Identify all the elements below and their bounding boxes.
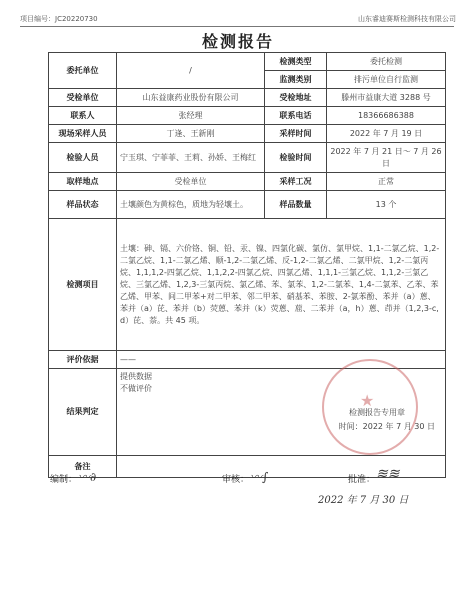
inspector-label: 检验人员: [49, 143, 117, 173]
compiled-by-label: 编制：: [50, 475, 78, 485]
conclusion-label: 结果判定: [49, 369, 117, 456]
inspection-time-label: 检验时间: [265, 143, 327, 173]
evaluation-basis-value: ——: [117, 351, 446, 369]
sample-quantity-value: 13 个: [327, 191, 446, 219]
inspected-address-label: 受检地址: [265, 89, 327, 107]
test-items-value: 土壤：砷、镉、六价铬、铜、铅、汞、镍、四氯化碳、氯仿、氯甲烷、1,1-二氯乙烷、1,2-二氯乙烷、1,1-二氯乙烯、顺-1,2-二氯乙烯、反-1,2-二氯乙烯、二氯甲烷、1,2-二氯丙烷、1,1,1,2-四氯乙烷、1,1,2,2-四氯乙烷、四氯乙烯、1,1,1-三氯乙烷、1,1,2-三氯乙烷、三氯乙烯、1,2,3-三氯丙烷、氯乙烯、苯、氯苯、1,2-二氯苯、1,4-二氯苯、乙苯、苯乙烯、甲苯、间二甲苯+对二甲苯、邻二甲苯、硝基苯、苯胺、2-氯苯酚、苯并（a）蒽、苯并（a）芘、苯并（b）荧蒽、苯并（k）荧蒽、䓛、二苯并（a，h）蒽、茚并（1,2,3-c,d）芘、萘。共 45 项。: [117, 219, 446, 351]
report-title: 检测报告: [201, 32, 274, 51]
inspected-address-value: 滕州市益康大道 3288 号: [327, 89, 446, 107]
conclusion-line-2: 不做评价: [120, 384, 152, 393]
client-value: /: [117, 53, 265, 89]
compiled-signature: 〰∂: [78, 470, 97, 484]
reviewed-by-label: 审核：: [222, 475, 250, 485]
sampler-value: 丁逢、王新刚: [117, 125, 265, 143]
contact-label: 联系人: [49, 107, 117, 125]
inspected-unit-label: 受检单位: [49, 89, 117, 107]
conclusion-line-1: 提供数据: [120, 372, 152, 381]
contact-value: 张经理: [117, 107, 265, 125]
remarks-label: 备注: [49, 456, 117, 478]
sample-state-label: 样品状态: [49, 191, 117, 219]
stamp-label: 检测报告专用章: [349, 408, 405, 417]
company-name: 山东睿迪赛斯检测科技有限公司: [358, 15, 456, 23]
approved-by-label: 批准：: [348, 475, 376, 485]
monitor-category-value: 排污单位自行监测: [327, 71, 446, 89]
seal-star-icon: ★: [360, 391, 375, 410]
inspector-value: 宁玉琪、宁菲菲、王莉、孙娇、王梅红: [117, 143, 265, 173]
inspection-time-value: 2022 年 7 月 21 日～ 7 月 26 日: [327, 143, 446, 173]
sampler-label: 现场采样人员: [49, 125, 117, 143]
test-type-value: 委托检测: [327, 53, 446, 71]
client-label: 委托单位: [49, 53, 117, 89]
stamp-date: 时间：2022 年 7 月 30 日: [338, 422, 435, 431]
operating-condition-value: 正常: [327, 173, 446, 191]
sample-state-value: 土壤颜色为黄棕色，质地为轻壤土。: [117, 191, 265, 219]
page-header: [20, 14, 456, 24]
test-type-label: 检测类型: [265, 53, 327, 71]
evaluation-basis-label: 评价依据: [49, 351, 117, 369]
sampling-time-label: 采样时间: [265, 125, 327, 143]
reviewed-signature: 〰∫: [250, 470, 269, 484]
handwritten-date: 2022 年 7 月 30 日: [318, 495, 409, 506]
operating-condition-label: 采样工况: [265, 173, 327, 191]
sampling-site-label: 取样地点: [49, 173, 117, 191]
header-divider: [20, 26, 454, 27]
test-items-label: 检测项目: [49, 219, 117, 351]
project-number: 项目编号：JC20220730: [20, 15, 98, 23]
phone-label: 联系电话: [265, 107, 327, 125]
sampling-site-value: 受检单位: [117, 173, 265, 191]
inspected-unit-value: 山东益康药业股份有限公司: [117, 89, 265, 107]
conclusion-cell: [117, 369, 446, 456]
report-table: [48, 52, 446, 478]
phone-value: 18366686388: [327, 107, 446, 125]
sample-quantity-label: 样品数量: [265, 191, 327, 219]
sampling-time-value: 2022 年 7 月 19 日: [327, 125, 446, 143]
approved-signature: ≋≋: [376, 466, 400, 482]
monitor-category-label: 监测类别: [265, 71, 327, 89]
